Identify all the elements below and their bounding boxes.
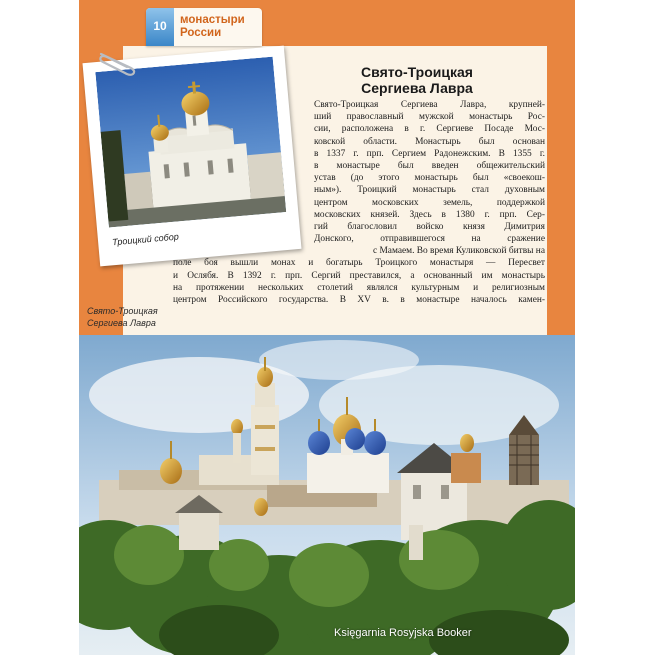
text-line: ковской области. Монастырь был основан — [314, 136, 545, 147]
section-title-line2: России — [180, 27, 222, 39]
article-title-line2: Сергиева Лавра — [361, 80, 473, 96]
text-line: гий благословил войско князя Димитрия — [314, 221, 545, 232]
page-number: 10 — [153, 19, 167, 33]
side-photo-caption — [87, 305, 158, 329]
text-line: центром московских земель, поддержкой — [314, 197, 545, 208]
article-title-line1: Свято-Троицкая — [361, 64, 473, 80]
section-tab — [146, 8, 262, 46]
text-line: московских князей. Здесь в 1380 г. прп. Сер- — [314, 209, 545, 220]
section-title-line1: монастыри — [180, 14, 245, 26]
text-line: Донского, отправившегося на сражение — [314, 234, 545, 245]
text-line: устав (до этого монастырь был «своекош- — [314, 173, 545, 184]
article-body — [173, 99, 545, 306]
text-line: и Ослябя. В 1392 г. прп. Сергий преставился, а основанный им монастырь — [173, 270, 545, 281]
article-title — [305, 64, 529, 96]
text-line: сии, расположена в г. Сергиеве Посаде Мос- — [314, 124, 545, 135]
text-line: на протяжении нескольких столетий являлся культурным и религиозным — [173, 282, 545, 293]
side-caption-line2: Сергиева Лавра — [87, 318, 156, 328]
lavra-panorama-photo — [79, 335, 575, 655]
text-line: в монастыре был введен общежительский — [314, 160, 545, 171]
watermark: Księgarnia Rosyjska Booker — [334, 627, 472, 639]
text-line: в 1337 г. прп. Сергием Радонежским. В 1355 г. — [314, 148, 545, 159]
text-line: поле боя вышли монах и богатырь Троицкого монастыря — Пересвет — [173, 258, 545, 269]
text-line: ший православный мужской монастырь Рос- — [314, 112, 545, 123]
text-line: ным»). Троицкий монастырь стал духовным — [314, 185, 545, 196]
text-line: Свято-Троицкая Сергиева Лавра, крупней- — [314, 100, 545, 110]
section-title — [180, 14, 245, 40]
page-number-badge — [146, 8, 174, 46]
paperclip-icon — [95, 50, 139, 76]
side-caption-line1: Свято-Троицкая — [87, 306, 158, 316]
text-line: с Мамаем. Во время Куликовской битвы на — [372, 246, 545, 257]
photo-caption: Троицкий собор — [111, 231, 180, 248]
orange-right-band — [547, 0, 575, 335]
book-page — [79, 0, 575, 655]
text-line: центром Российского государства. В XV в. в монастыре началось камен- — [173, 295, 545, 305]
